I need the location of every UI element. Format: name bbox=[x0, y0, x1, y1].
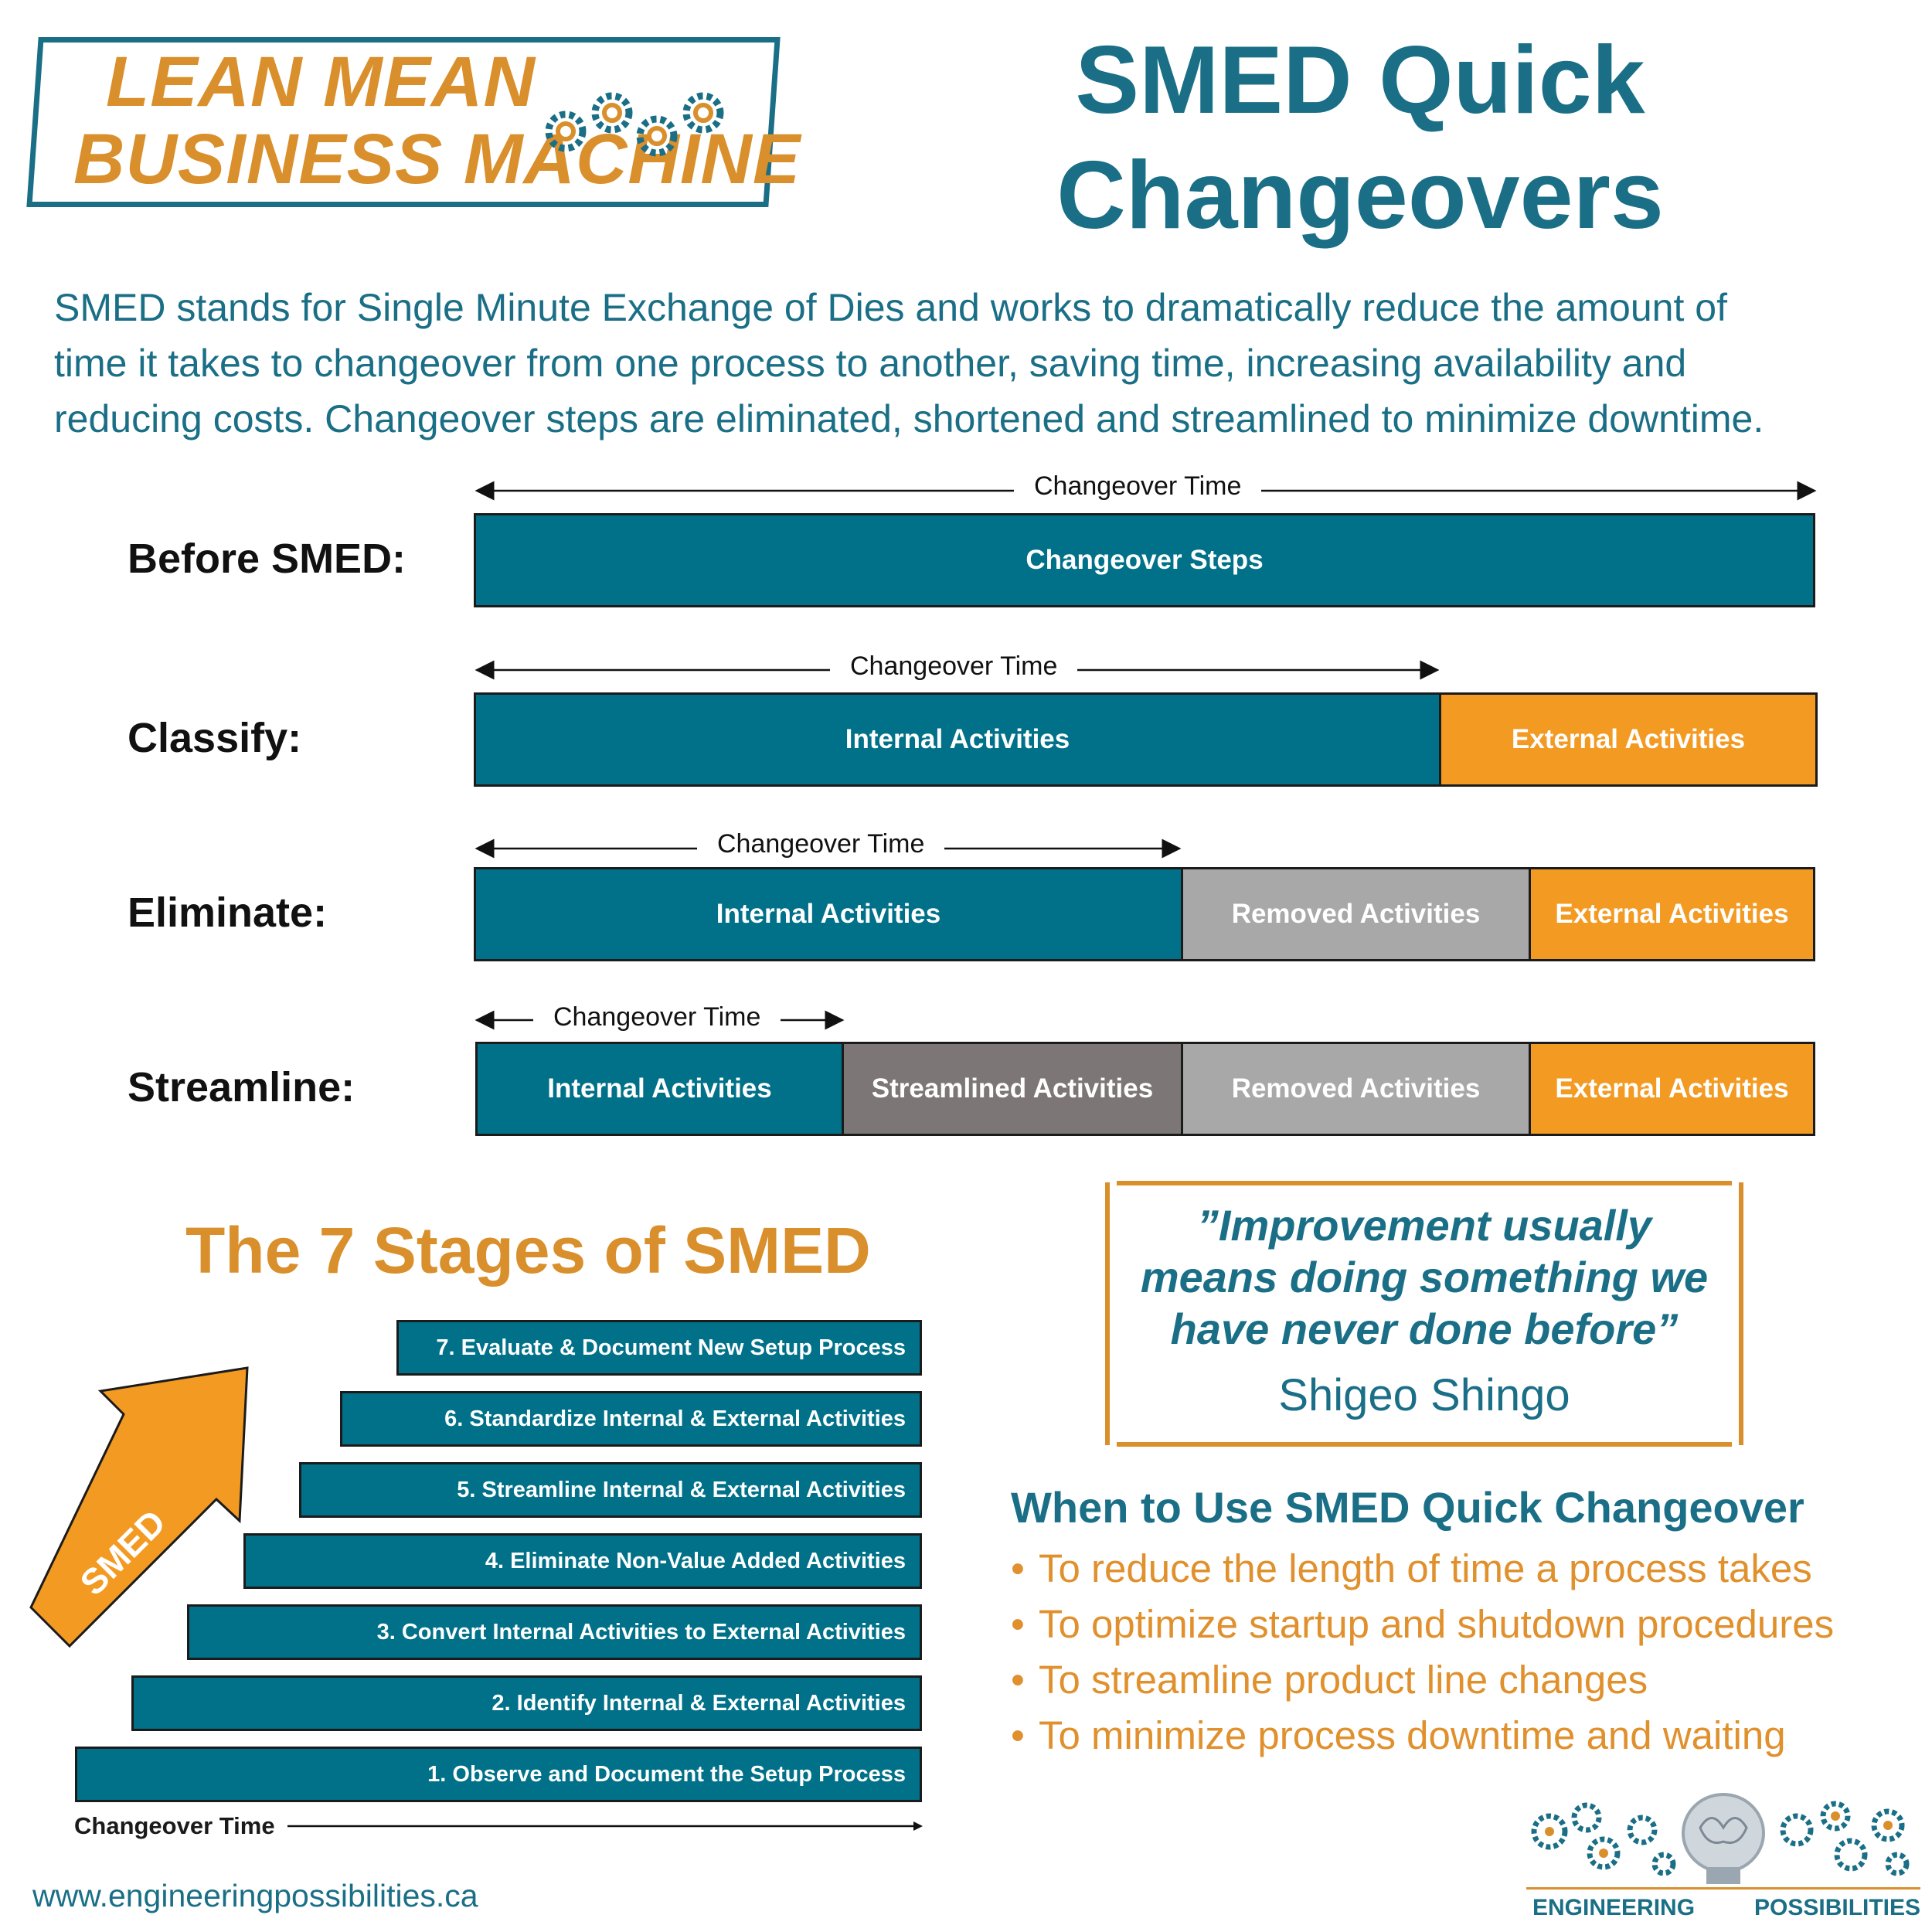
bar-removed-activities: Removed Activities bbox=[1181, 867, 1531, 961]
logo-line-2: BUSINESS MACHINE bbox=[73, 120, 801, 199]
row-label-before: Before SMED: bbox=[128, 536, 406, 582]
title-line-2: Changeovers bbox=[1056, 141, 1664, 249]
bar-changeover-steps: Changeover Steps bbox=[474, 513, 1815, 607]
bar-streamlined-activities: Streamlined Activities bbox=[842, 1042, 1183, 1136]
stages-title: The 7 Stages of SMED bbox=[185, 1214, 871, 1287]
title-line-1: SMED Quick bbox=[1075, 27, 1645, 134]
quote-text bbox=[1105, 1199, 1743, 1355]
bar-internal-activities: Internal Activities bbox=[474, 692, 1441, 787]
bar-external-activities: External Activities bbox=[1529, 867, 1815, 961]
intro-line-1: SMED stands for Single Minute Exchange of Dies and works to dramatically reduce the amount of bbox=[54, 286, 1727, 329]
logo-line-1: LEAN MEAN bbox=[106, 43, 536, 121]
list-item: • To reduce the length of time a process takes bbox=[1011, 1546, 1812, 1590]
bar-external-activities: External Activities bbox=[1529, 1042, 1815, 1136]
bar-internal-activities: Internal Activities bbox=[475, 1042, 844, 1136]
intro-line-3: reducing costs. Changeover steps are eliminated, shortened and streamlined to minimize downtime. bbox=[54, 397, 1764, 440]
stage-4: 4. Eliminate Non-Value Added Activities bbox=[243, 1533, 922, 1589]
smed-arrow-label: SMED bbox=[72, 1502, 174, 1604]
brand-left: ENGINEERING bbox=[1532, 1895, 1696, 1920]
brand-right: POSSIBILITIES bbox=[1754, 1895, 1921, 1920]
quote-line-2: means doing something we bbox=[1140, 1253, 1709, 1301]
when-list bbox=[1011, 1541, 1834, 1764]
bar-removed-activities: Removed Activities bbox=[1181, 1042, 1531, 1136]
list-item: • To streamline product line changes bbox=[1011, 1658, 1648, 1702]
time-label-before: Changeover Time bbox=[1014, 471, 1261, 502]
row-label-streamline: Streamline: bbox=[128, 1064, 355, 1111]
bar-external-activities: External Activities bbox=[1439, 692, 1818, 787]
stage-7: 7. Evaluate & Document New Setup Process bbox=[396, 1320, 922, 1376]
time-label-streamline: Changeover Time bbox=[533, 1002, 781, 1032]
engineering-possibilities-logo bbox=[1526, 1793, 1920, 1924]
time-label-eliminate: Changeover Time bbox=[697, 829, 944, 859]
bar-internal-activities: Internal Activities bbox=[474, 867, 1183, 961]
stage-1: 1. Observe and Document the Setup Process bbox=[75, 1747, 922, 1802]
row-label-eliminate: Eliminate: bbox=[128, 889, 328, 936]
list-item: • To optimize startup and shutdown procedures bbox=[1011, 1602, 1835, 1646]
quote-author: Shigeo Shingo bbox=[1278, 1370, 1570, 1420]
stage-2: 2. Identify Internal & External Activities bbox=[131, 1675, 922, 1731]
stage-3: 3. Convert Internal Activities to External Activities bbox=[187, 1604, 922, 1660]
changeover-time-axis-arrow bbox=[286, 1815, 927, 1838]
time-label-classify: Changeover Time bbox=[830, 651, 1077, 682]
quote-bottom-rule bbox=[1117, 1442, 1732, 1447]
lightbulb-gears-icon bbox=[1526, 1793, 1920, 1886]
quote-line-1: ”Improvement usually bbox=[1196, 1201, 1652, 1250]
quote-line-3: have never done before” bbox=[1170, 1304, 1679, 1353]
quote-top-rule bbox=[1117, 1181, 1732, 1185]
list-item: • To minimize process downtime and waiting bbox=[1011, 1713, 1786, 1757]
changeover-time-axis-label: Changeover Time bbox=[74, 1812, 275, 1839]
brand-divider bbox=[1526, 1887, 1920, 1889]
stage-6: 6. Standardize Internal & External Activities bbox=[340, 1391, 922, 1447]
row-label-classify: Classify: bbox=[128, 715, 302, 761]
stage-5: 5. Streamline Internal & External Activities bbox=[299, 1462, 922, 1518]
website-link[interactable]: www.engineeringpossibilities.ca bbox=[32, 1878, 478, 1913]
when-title: When to Use SMED Quick Changeover bbox=[1011, 1483, 1804, 1532]
intro-line-2: time it takes to changeover from one process to another, saving time, increasing availability and bbox=[54, 342, 1687, 385]
